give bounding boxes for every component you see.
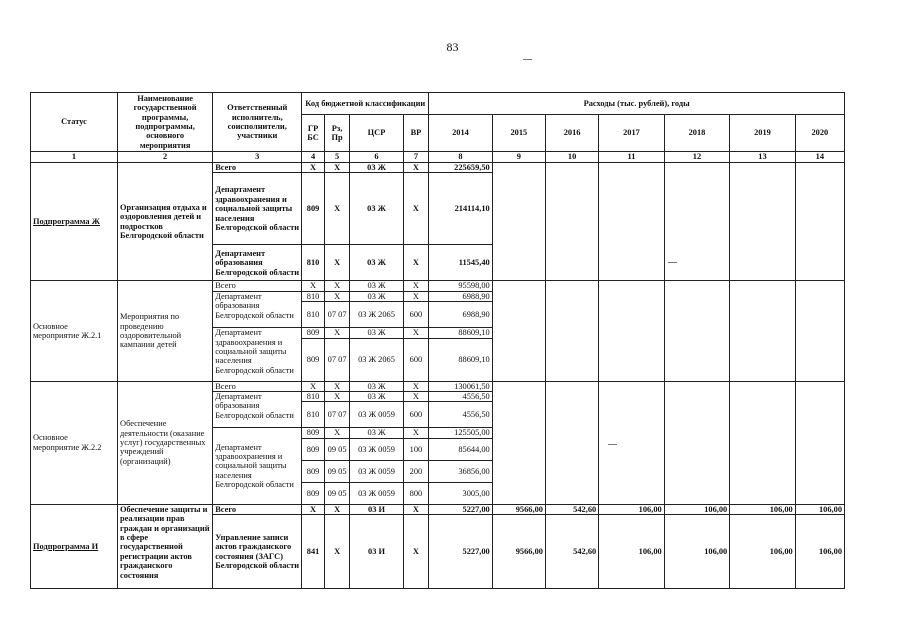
responsible-cell: Департамент здравоохранения и социальной защиты населения Белгородской области [213, 428, 302, 504]
scan-mark [668, 262, 677, 263]
amount-2019-cell: 106,00 [730, 515, 796, 589]
scan-mark [608, 444, 617, 445]
column-number: 4 [302, 152, 325, 163]
empty-cell [664, 163, 730, 281]
scan-mark [523, 59, 532, 60]
header-vr: ВР [403, 115, 429, 152]
program-name-cell: Мероприятия по проведению оздоровительной кампании детей [118, 281, 213, 381]
column-number: 11 [599, 152, 665, 163]
vr-cell: 100 [403, 438, 429, 460]
empty-cell [545, 381, 598, 504]
header-rzpr: Рз, Пр [324, 115, 350, 152]
empty-cell [730, 381, 796, 504]
csr-cell: 03 Ж 2065 [350, 338, 403, 381]
empty-cell [599, 381, 665, 504]
column-number-row [31, 152, 845, 163]
rzpr-cell: 07 07 [324, 302, 350, 328]
csr-cell: 03 Ж 0059 [350, 482, 403, 504]
empty-cell [730, 163, 796, 281]
column-number: 9 [492, 152, 545, 163]
column-number: 1 [31, 152, 118, 163]
grbs-cell: 809 [302, 428, 325, 438]
column-number: 8 [429, 152, 492, 163]
vr-cell: 200 [403, 460, 429, 482]
amount-2014-cell: 88609,10 [429, 328, 492, 338]
amount-2014-cell: 85644,00 [429, 438, 492, 460]
rzpr-cell: Х [324, 381, 350, 391]
column-number: 10 [545, 152, 598, 163]
grbs-cell: Х [302, 281, 325, 291]
status-cell: Подпрограмма И [31, 504, 118, 588]
rzpr-cell: 09 05 [324, 482, 350, 504]
responsible-cell: Департамент здравоохранения и социальной защиты населения Белгородской области [213, 328, 302, 381]
grbs-cell: 809 [302, 328, 325, 338]
grbs-cell: 809 [302, 482, 325, 504]
empty-cell [795, 381, 844, 504]
amount-2017-cell: 106,00 [599, 515, 665, 589]
csr-cell: 03 Ж [350, 328, 403, 338]
header-responsible: Ответственный исполнитель, соисполнители, участники [213, 93, 302, 152]
amount-2014-cell: 95598,00 [429, 281, 492, 291]
grbs-cell: 810 [302, 392, 325, 402]
responsible-cell: Всего [213, 163, 302, 173]
vr-cell: 800 [403, 482, 429, 504]
amount-2016-cell: 542,60 [545, 504, 598, 514]
amount-2014-cell: 4556,50 [429, 392, 492, 402]
csr-cell: 03 Ж 2065 [350, 302, 403, 328]
responsible-cell: Всего [213, 381, 302, 391]
csr-cell: 03 Ж [350, 173, 403, 245]
amount-2015-cell: 9566,00 [492, 504, 545, 514]
header-status: Статус [31, 93, 118, 152]
header-row-1 [31, 93, 845, 115]
vr-cell: 600 [403, 402, 429, 428]
column-number: 5 [324, 152, 350, 163]
status-cell: Подпрограмма Ж [31, 163, 118, 281]
grbs-cell: Х [302, 504, 325, 514]
amount-2016-cell: 542,60 [545, 515, 598, 589]
amount-2014-cell: 88609,10 [429, 338, 492, 381]
csr-cell: 03 Ж [350, 163, 403, 173]
csr-cell: 03 Ж [350, 428, 403, 438]
rzpr-cell: Х [324, 245, 350, 281]
amount-2014-cell: 11545,40 [429, 245, 492, 281]
rzpr-cell: Х [324, 173, 350, 245]
grbs-cell: Х [302, 163, 325, 173]
empty-cell [545, 163, 598, 281]
csr-cell: 03 Ж 0059 [350, 402, 403, 428]
column-number: 12 [664, 152, 730, 163]
vr-cell: Х [403, 381, 429, 391]
amount-2020-cell: 106,00 [795, 504, 844, 514]
responsible-cell: Департамент образования Белгородской области [213, 291, 302, 327]
amount-2014-cell: 36856,00 [429, 460, 492, 482]
amount-2018-cell: 106,00 [664, 504, 730, 514]
grbs-cell: 809 [302, 438, 325, 460]
rzpr-cell: Х [324, 163, 350, 173]
table-row [31, 381, 845, 391]
rzpr-cell: 07 07 [324, 402, 350, 428]
vr-cell: 600 [403, 338, 429, 381]
rzpr-cell: 09 05 [324, 460, 350, 482]
grbs-cell: Х [302, 381, 325, 391]
vr-cell: Х [403, 392, 429, 402]
vr-cell: Х [403, 291, 429, 301]
csr-cell: 03 Ж 0059 [350, 438, 403, 460]
column-number: 7 [403, 152, 429, 163]
header-year: 2018 [664, 115, 730, 152]
grbs-cell: 810 [302, 245, 325, 281]
amount-2017-cell: 106,00 [599, 504, 665, 514]
status-cell: Основное мероприятие Ж.2.2 [31, 381, 118, 504]
empty-cell [795, 163, 844, 281]
responsible-cell: Департамент образования Белгородской области [213, 392, 302, 428]
amount-2019-cell: 106,00 [730, 504, 796, 514]
column-number: 13 [730, 152, 796, 163]
page-number: 83 [446, 40, 459, 54]
grbs-cell: 810 [302, 402, 325, 428]
responsible-cell: Департамент образования Белгородской области [213, 245, 302, 281]
column-number: 3 [213, 152, 302, 163]
table-row [31, 281, 845, 291]
header-year: 2020 [795, 115, 844, 152]
header-budget-code: Код бюджетной классификации [302, 93, 429, 115]
header-grbs: ГР БС [302, 115, 325, 152]
csr-cell: 03 Ж 0059 [350, 460, 403, 482]
empty-cell [492, 281, 545, 381]
rzpr-cell: Х [324, 515, 350, 589]
amount-2014-cell: 5227,00 [429, 515, 492, 589]
empty-cell [492, 381, 545, 504]
rzpr-cell: Х [324, 281, 350, 291]
csr-cell: 03 Ж [350, 381, 403, 391]
empty-cell [492, 163, 545, 281]
header-year: 2016 [545, 115, 598, 152]
vr-cell: Х [403, 504, 429, 514]
responsible-cell: Всего [213, 281, 302, 291]
rzpr-cell: Х [324, 392, 350, 402]
vr-cell: 600 [403, 302, 429, 328]
grbs-cell: 809 [302, 338, 325, 381]
header-year: 2017 [599, 115, 665, 152]
budget-table [30, 92, 845, 589]
empty-cell [545, 281, 598, 381]
vr-cell: Х [403, 328, 429, 338]
amount-2014-cell: 6988,90 [429, 302, 492, 328]
vr-cell: Х [403, 173, 429, 245]
table-row [31, 163, 845, 173]
csr-cell: 03 Ж [350, 281, 403, 291]
grbs-cell: 809 [302, 460, 325, 482]
grbs-cell: 841 [302, 515, 325, 589]
vr-cell: Х [403, 515, 429, 589]
grbs-cell: 809 [302, 173, 325, 245]
amount-2015-cell: 9566,00 [492, 515, 545, 589]
column-number: 14 [795, 152, 844, 163]
program-name-cell: Организация отдыха и оздоровления детей и подростков Белгородской области [118, 163, 213, 281]
empty-cell [664, 281, 730, 381]
rzpr-cell: 09 05 [324, 438, 350, 460]
amount-2014-cell: 4556,50 [429, 402, 492, 428]
csr-cell: 03 Ж [350, 291, 403, 301]
empty-cell [795, 281, 844, 381]
vr-cell: Х [403, 281, 429, 291]
empty-cell [730, 281, 796, 381]
header-expenses: Расходы (тыс. рублей), годы [429, 93, 845, 115]
amount-2014-cell: 225659,50 [429, 163, 492, 173]
empty-cell [664, 381, 730, 504]
amount-2014-cell: 130061,50 [429, 381, 492, 391]
amount-2020-cell: 106,00 [795, 515, 844, 589]
header-year: 2015 [492, 115, 545, 152]
csr-cell: 03 И [350, 504, 403, 514]
table-row [31, 504, 845, 514]
amount-2014-cell: 6988,90 [429, 291, 492, 301]
vr-cell: Х [403, 428, 429, 438]
responsible-cell: Департамент здравоохранения и социальной защиты населения Белгородской области [213, 173, 302, 245]
amount-2014-cell: 214114,10 [429, 173, 492, 245]
header-year: 2019 [730, 115, 796, 152]
vr-cell: Х [403, 245, 429, 281]
amount-2018-cell: 106,00 [664, 515, 730, 589]
program-name-cell: Обеспечение деятельности (оказание услуг) государственных учреждений (организаций) [118, 381, 213, 504]
header-year: 2014 [429, 115, 492, 152]
grbs-cell: 810 [302, 291, 325, 301]
rzpr-cell: Х [324, 291, 350, 301]
column-number: 6 [350, 152, 403, 163]
amount-2014-cell: 5227,00 [429, 504, 492, 514]
rzpr-cell: Х [324, 428, 350, 438]
responsible-cell: Управление записи актов гражданского состояния (ЗАГС) Белгородской области [213, 515, 302, 589]
amount-2014-cell: 3005,00 [429, 482, 492, 504]
csr-cell: 03 Ж [350, 392, 403, 402]
rzpr-cell: Х [324, 328, 350, 338]
amount-2014-cell: 125505,00 [429, 428, 492, 438]
empty-cell [599, 163, 665, 281]
status-cell: Основное мероприятие Ж.2.1 [31, 281, 118, 381]
responsible-cell: Всего [213, 504, 302, 514]
column-number: 2 [118, 152, 213, 163]
header-csr: ЦСР [350, 115, 403, 152]
csr-cell: 03 Ж [350, 245, 403, 281]
grbs-cell: 810 [302, 302, 325, 328]
rzpr-cell: Х [324, 504, 350, 514]
program-name-cell: Обеспечение защиты и реализации прав граждан и организаций в сфере государственной регистрации актов гражданского состояния [118, 504, 213, 588]
csr-cell: 03 И [350, 515, 403, 589]
header-name: Наименование государственной программы, подпрограммы, основного мероприятия [118, 93, 213, 152]
empty-cell [599, 281, 665, 381]
rzpr-cell: 07 07 [324, 338, 350, 381]
vr-cell: Х [403, 163, 429, 173]
